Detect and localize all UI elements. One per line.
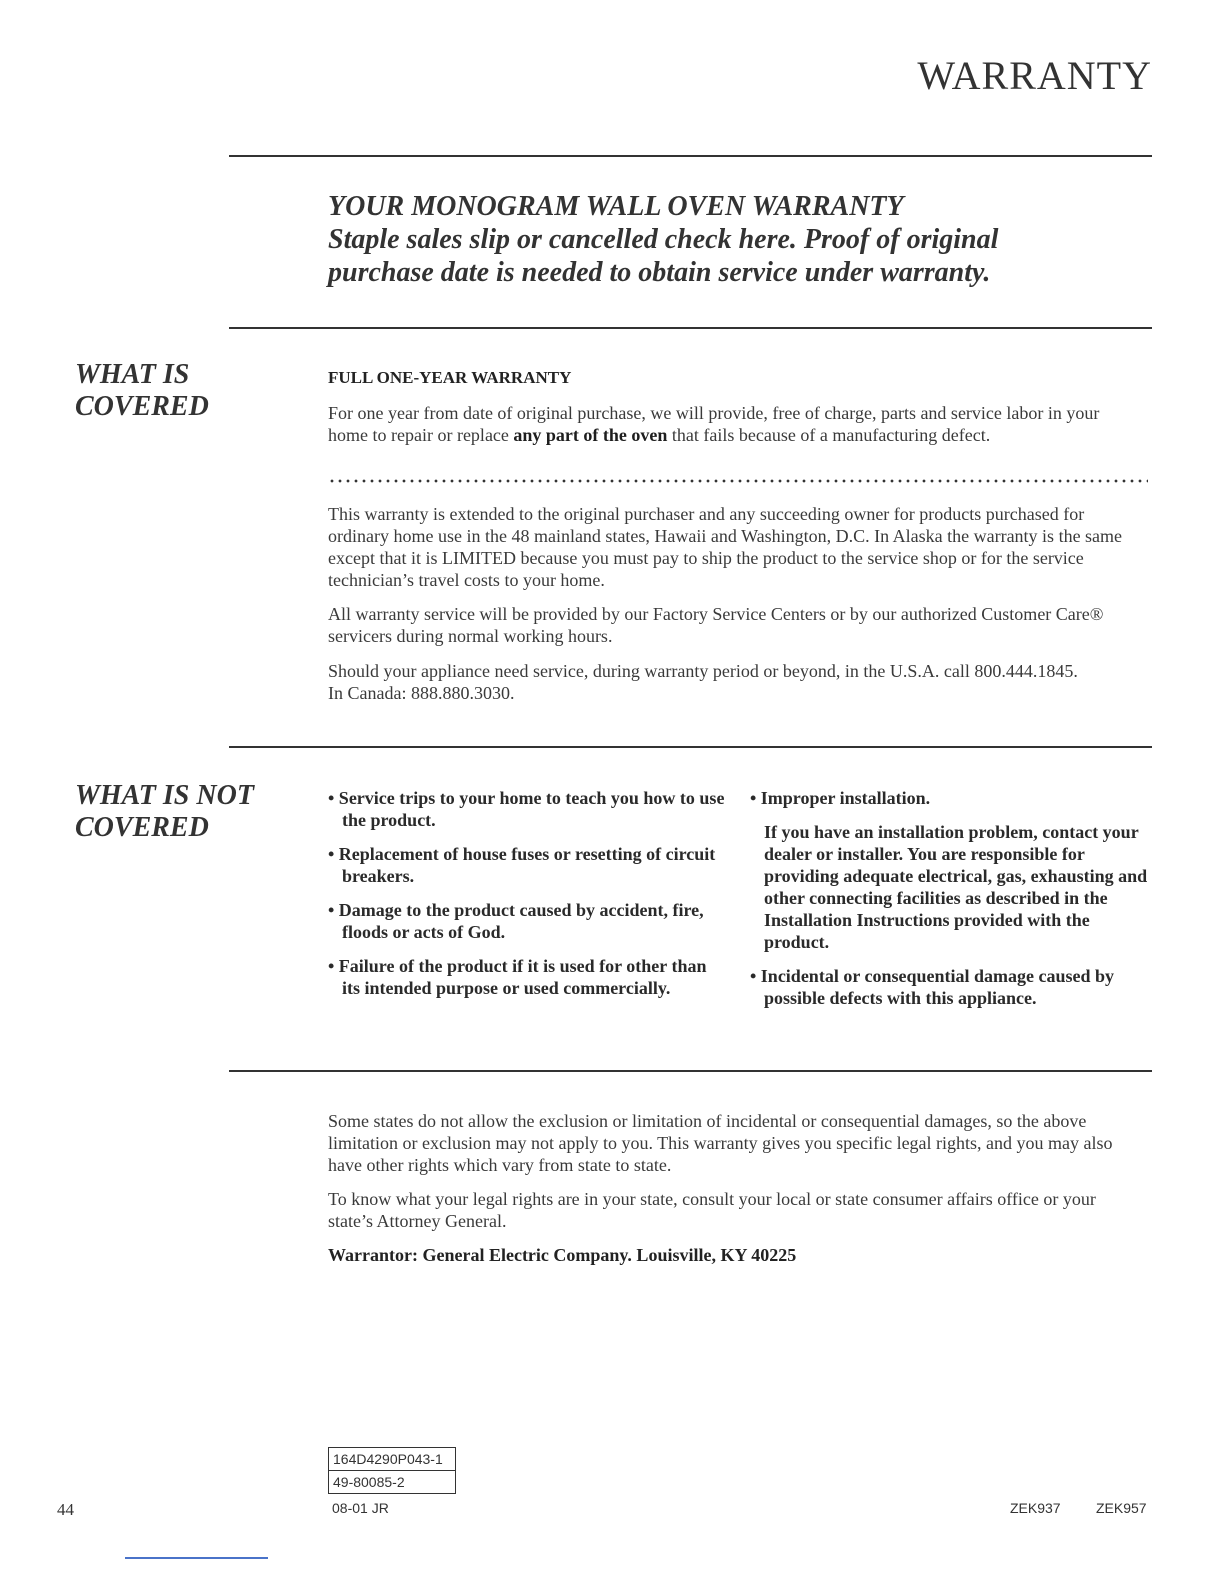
dotted-divider [328, 478, 1148, 484]
list-item: • Service trips to your home to teach you how to use the product. [328, 788, 725, 830]
legal-paragraph-1: Some states do not allow the exclusion or limitation of incidental or consequential damages, so the above limitation or exclusion may not apply to you. This warranty gives you specific legal rights, and you may also have other rights which vary from state to state. [328, 1111, 1113, 1175]
list-item: • Damage to the product caused by accident, fire, floods or acts of God. [328, 900, 704, 942]
covered-paragraph-2: This warranty is extended to the original purchaser and any succeeding owner for products purchased for ordinary home use in the 48 mainland states, Hawaii and Washington, D.C. In Alaska the warranty is the same except that it is LIMITED because you must pay to ship the product to the service shop or for the service technician’s travel costs to your home. [328, 504, 1123, 590]
not-covered-heading [75, 780, 254, 844]
warranty-headline [328, 190, 1108, 289]
top-divider [229, 155, 1152, 157]
list-item: • Incidental or consequential damage caused by possible defects with this appliance. [750, 966, 1114, 1008]
covered-heading-line-1: WHAT IS [75, 359, 190, 390]
headline-line-1: YOUR MONOGRAM WALL OVEN WARRANTY [328, 191, 904, 222]
headline-line-3: purchase date is needed to obtain service under warranty. [328, 257, 991, 288]
covered-divider [229, 746, 1152, 748]
not-covered-heading-line-2: COVERED [75, 812, 209, 843]
headline-line-2: Staple sales slip or cancelled check here. Proof of original [328, 224, 999, 255]
covered-heading [75, 359, 209, 423]
model-number-1: ZEK937 [1010, 1500, 1061, 1516]
list-item: • Replacement of house fuses or resetting of circuit breakers. [328, 844, 716, 886]
legal-paragraph-2: To know what your legal rights are in your state, consult your local or state consumer affairs office or your state’s Attorney General. [328, 1189, 1096, 1231]
not-covered-right-item-1-list [750, 787, 1150, 809]
model-number-2: ZEK957 [1096, 1500, 1147, 1516]
page-title: WARRANTY [917, 53, 1152, 98]
not-covered-list-left [328, 787, 728, 1011]
covered-heading-line-2: COVERED [75, 391, 209, 422]
headline-divider [229, 327, 1152, 329]
bottom-link-underline [125, 1557, 268, 1559]
covered-p1-text: For one year from date of original purchase, we will provide, free of charge, parts and service labor in your home to repair or replace [328, 403, 1100, 445]
part-number-box [328, 1447, 456, 1494]
not-covered-list-right [750, 787, 1150, 1021]
covered-subheading: FULL ONE-YEAR WARRANTY [328, 368, 572, 387]
covered-p1-text-end: that fails because of a manufacturing defect. [667, 425, 991, 445]
covered-p1-bold: any part of the oven [513, 425, 668, 445]
part-number-1: 164D4290P043-1 [333, 1451, 443, 1467]
not-covered-divider [229, 1070, 1152, 1072]
not-covered-right-item-2-list [750, 965, 1150, 1009]
list-item: • Improper installation. [750, 788, 931, 808]
covered-paragraph-3: All warranty service will be provided by our Factory Service Centers or by our authorized Customer Care® servicers during normal working hours. [328, 604, 1104, 646]
covered-paragraph-4: Should your appliance need service, during warranty period or beyond, in the U.S.A. call 800.444.1845. In Canada: 888.880.3030. [328, 661, 1078, 703]
page-number: 44 [57, 1500, 74, 1519]
not-covered-heading-line-1: WHAT IS NOT [75, 780, 254, 811]
installation-detail: If you have an installation problem, contact your dealer or installer. You are responsible for providing adequate electrical, gas, exhausting and other connecting facilities as described in the Installation Instructions provided with the product. [764, 822, 1148, 952]
covered-paragraph-1 [328, 402, 1118, 446]
part-number-2: 49-80085-2 [329, 1470, 455, 1493]
list-item: • Failure of the product if it is used for other than its intended purpose or used commercially. [328, 956, 707, 998]
warrantor-line: Warrantor: General Electric Company. Louisville, KY 40225 [328, 1245, 797, 1265]
date-code: 08-01 JR [332, 1500, 389, 1516]
